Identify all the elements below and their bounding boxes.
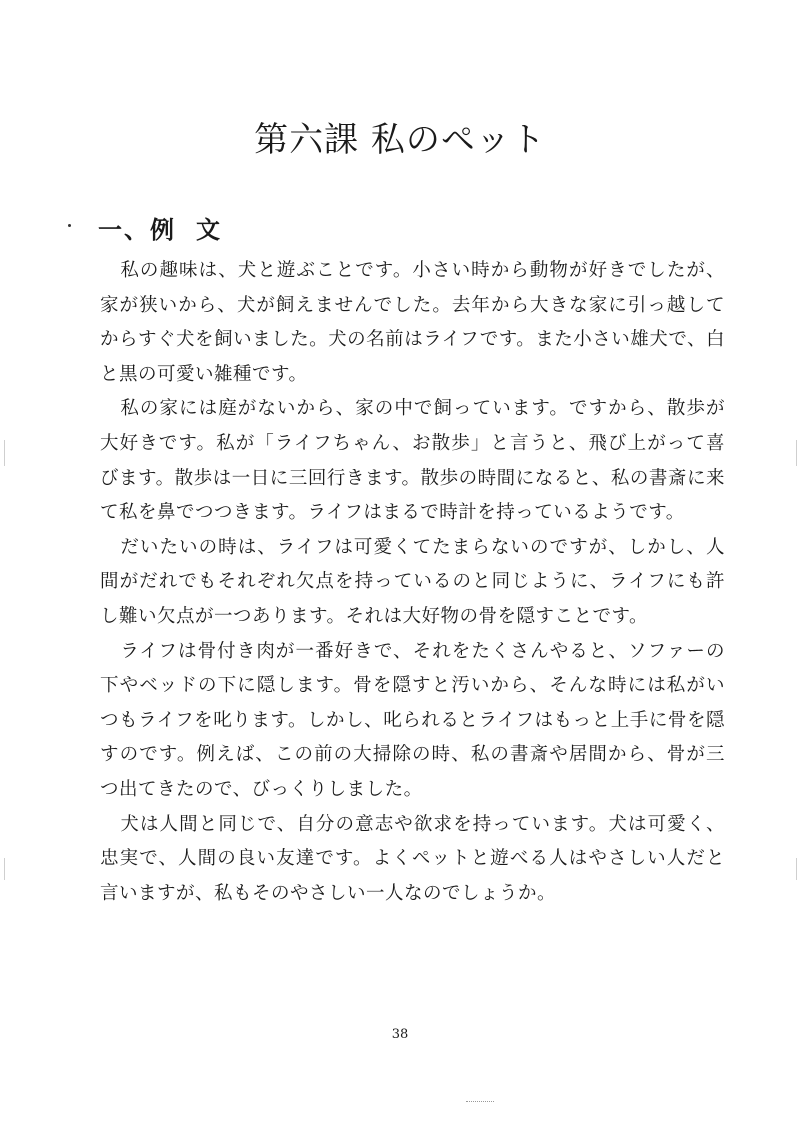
example-text-body — [100, 254, 725, 911]
section-heading — [98, 210, 222, 245]
lesson-title: 第六課 私のペット — [254, 120, 546, 160]
paragraph-5: 犬は人間と同じで、自分の意志や欲求を持っています。犬は可愛く、忠実で、人間の良い友達です。よくペットと遊べる人はやさしい人だと言いますが、私もそのやさしい一人なのでしょうか。 — [100, 813, 725, 904]
footer-scan-mark — [466, 1101, 494, 1104]
paragraph-3: だいたいの時は、ライフは可愛くてたまらないのですが、しかし、人間がだれでもそれぞれ欠点を持っているのと同じように、ライフにも許し難い欠点が一つあります。それは大好物の骨を隠すことです。 — [100, 536, 725, 627]
scan-edge-mark-left — [4, 440, 5, 466]
scan-edge-mark-right-lower — [796, 858, 797, 880]
section-number: 一、 — [98, 215, 150, 244]
paragraph-1: 私の趣味は、犬と遊ぶことです。小さい時から動物が好きでしたが、家が狭いから、犬が飼えませんでした。去年から大きな家に引っ越してからすぐ犬を飼いました。犬の名前はライフです。また小さい雄犬で、白と黒の可愛い雑種です。 — [100, 260, 725, 385]
scan-edge-mark-right — [796, 440, 797, 466]
section-heading-char-1: 例 — [150, 215, 176, 244]
section-heading-char-2: 文 — [196, 215, 222, 244]
page-number: 38 — [391, 1027, 409, 1042]
scan-edge-mark-left-lower — [4, 858, 5, 880]
paragraph-4: ライフは骨付き肉が一番好きで、それをたくさんやると、ソファーの下やベッドの下に隠します。骨を隠すと汚いから、そんな時には私がいつもライフを叱ります。しかし、叱られるとライフはもっと上手に骨を隠すのです。例えば、この前の大掃除の時、私の書斎や居間から、骨が三つ出てきたので、びっくりしました。 — [100, 640, 725, 800]
paragraph-2: 私の家には庭がないから、家の中で飼っています。ですから、散歩が大好きです。私が「ライフちゃん、お散歩」と言うと、飛び上がって喜びます。散歩は一日に三回行きます。散歩の時間になると、私の書斎に来て私を鼻でつつきます。ライフはまるで時計を持っているようです。 — [100, 398, 725, 524]
margin-dot — [68, 224, 71, 227]
